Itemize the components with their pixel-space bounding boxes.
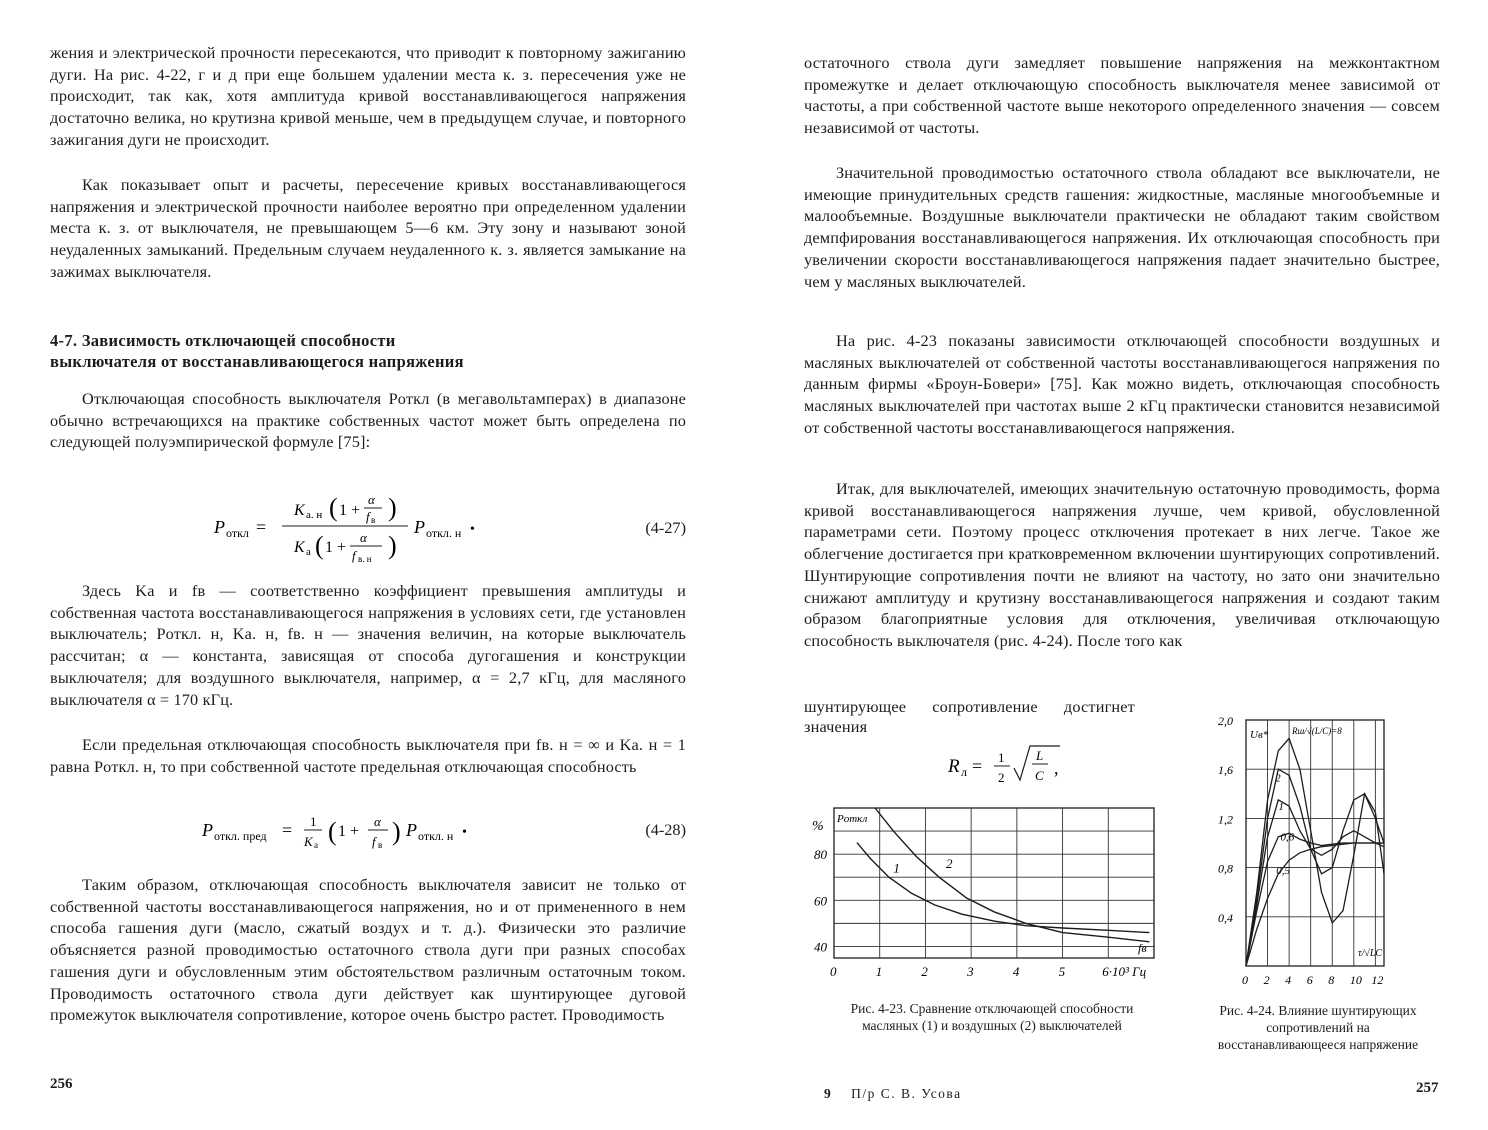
series-label: 0,6 [1280,831,1295,844]
paragraph: Здесь Kа и fв — соответственно коэффициент превышения амплитуды и собственная частота восстанавливающегося напряжения в условиях сети, где установлен выключатель; Pоткл. н, Kа. н, fв. н — значения величин, на которые выключатель рассчитан; α — константа, зависящая от способа дугогашения и конструкции выключателя; для воздушного выключателя, например, α = 2,7 кГц, для масляного выключателя α = 170 кГц. [50,581,686,709]
printer-signature [824,1086,962,1102]
y-tick-label: 0,8 [1218,861,1233,876]
series-label: 2 [946,856,953,871]
x-tick-label: 5 [1058,964,1066,979]
y-tick-label: 1,2 [1218,812,1233,827]
equation-number: (4-27) [645,518,686,537]
page-number: 256 [50,1076,73,1092]
x-tick-label: 0 [830,964,837,979]
svg-text:1 +: 1 + [339,502,361,519]
equation-number: (4-28) [645,820,686,839]
x-tick-label: 4 [1012,964,1020,979]
y-tick-label: 60 [814,893,827,909]
section-heading [50,330,686,372]
series-label: 1 [893,860,900,876]
svg-text:P: P [202,820,213,840]
svg-text:α: α [368,492,375,507]
x-tick-label: 3 [967,964,974,979]
paragraph: Отключающая способность выключателя Pоткл (в мегавольтамперах) в диапазоне обычно встречающихся на практике собственных частот может быть определена по следующей полуэмпирической формуле [75]: [50,389,686,452]
y-tick-label: 1,6 [1218,763,1233,778]
svg-text:1: 1 [310,814,317,829]
paragraph: остаточного ствола дуги замедляет повышение напряжения на межконтактном промежутке и делает отключающую способность выключателя менее зависимой от частоты, а при собственной частоте выше некоторого определенного значения — совсем независимой от частоты. [804,53,1440,138]
figure-caption: Рис. 4-24. Влияние шунтирующих сопротивлений на восстанавливающееся напряжение [1217,1003,1419,1052]
plot-frame [834,808,1154,958]
paragraph-tail: шунтирующее сопротивление достигнет [804,697,1135,716]
y-tick-label: 0,4 [1218,910,1233,925]
svg-text:а: а [306,546,311,558]
x-tick-label: 10 [1349,973,1362,987]
x-tick-label: 6·10³ Гц [1102,964,1147,979]
x-tick-label: 6 [1306,973,1313,987]
chart-fig-4-24 [1214,710,1434,990]
svg-text:): ) [388,531,397,560]
svg-text:откл. н: откл. н [426,526,462,540]
svg-text:откл. н: откл. н [418,829,454,843]
x-tick-label: 1 [875,964,883,979]
svg-text:): ) [392,817,401,846]
x-tick-label: 4 [1285,973,1292,987]
x-tick-label: 0 [1242,973,1248,987]
heading-line: выключателя от восстанавливающегося напряжения [50,352,464,371]
paragraph-tail: значения [804,717,868,736]
svg-text:R: R [948,756,960,777]
svg-text:P: P [406,820,417,840]
heading-line: 4-7. Зависимость отключающей способности [50,331,396,350]
svg-text:2: 2 [998,770,1005,785]
y-unit-label: % [812,819,824,834]
svg-text:α: α [374,814,381,829]
formula-4-27-graphic [210,486,690,566]
svg-text:(: ( [328,817,337,846]
x-tick-label: 2 [921,964,928,979]
svg-text:): ) [388,493,397,522]
svg-text:L: L [1036,748,1044,763]
x-axis-label: τ/√LC [1358,948,1383,959]
svg-text:P: P [214,517,225,537]
svg-text:K: K [304,834,313,849]
y-tick-label: 40 [814,939,827,955]
svg-text:в: в [378,840,383,850]
svg-text:•: • [462,825,467,840]
svg-text:f: f [372,834,376,849]
svg-text:K: K [294,502,305,519]
series-label: 2 [1275,772,1281,785]
svg-text:α: α [360,530,367,545]
y-tick-label: 80 [814,847,827,863]
svg-text:f: f [366,509,370,524]
svg-text:а: а [314,840,318,850]
svg-text:1 +: 1 + [325,539,347,556]
formula-resistance [944,740,1114,794]
y-tick-label: 2,0 [1218,714,1233,728]
paragraph: Итак, для выключателей, имеющих значительную остаточную проводимость, форма кривой восстанавливающегося напряжения лучше, чем кривой, обусловленной параметрами сети. Поэтому процесс отключения протекает в них легче. Такое же облегчение достигается при кратковременном включении шунтирующих сопротивлений. Шунтирующие сопротивления почти не влияют на частоту, но зато они значительно снижают амплитуду и крутизну восстанавливающегося напряжения и создают таким образом благоприятные условия для отключения, увеличивая отключающую способность выключателя (рис. 4-24). После того как [804,479,1440,650]
x-tick-label: 12 [1371,973,1384,987]
svg-text:л: л [961,765,967,779]
paragraph: Значительной проводимостью остаточного ствола обладают все выключатели, не имеющие принудительных средств гашения: жидкостные, масляные многообъемные и малообъемные. Воздушные выключатели практически не обладают таким свойством демпфирования восстанавливающегося напряжения. Их отключающая способность при увеличении скорости восстанавливающегося напряжения падает значительно быстрее, чем у масляных выключателей. [804,163,1440,291]
paragraph: Как показывает опыт и расчеты, пересечение кривых восстанавливающегося напряжения и электрической прочности наиболее вероятно при определенном удалении места к. з. от выключателя, не превышающем 5—6 км. Эту зону и называют зоной неудаленных замыканий. Предельным случаем неудаленного к. з. является замыкание на зажимах выключателя. [50,175,686,281]
x-axis-label: fв [1138,941,1147,955]
formula-4-28 [50,806,686,862]
svg-text:откл. пред: откл. пред [214,829,267,843]
formula-4-27 [50,486,686,566]
svg-text:C: C [1035,768,1044,783]
svg-text:а. н: а. н [306,509,323,521]
svg-text:•: • [470,522,475,537]
signature-number: 9 [824,1086,833,1101]
y-axis-label: Uв* [1250,729,1269,741]
x-tick-label: 8 [1328,973,1335,987]
paragraph: На рис. 4-23 показаны зависимости отключающей способности воздушных и масляных выключателей от собственной частоты восстанавливающегося напряжения по данным фирмы «Броун-Бовери» [75]. Как можно видеть, отключающая способность масляных выключателей при частотах выше 2 кГц практически становится независимой от собственной частоты восстанавливающегося напряжения. [804,331,1440,437]
signature-text: П/р С. В. Усова [851,1086,962,1101]
right-page [744,0,1488,1130]
svg-text:в. н: в. н [358,554,372,564]
series-line-1 [857,843,1150,933]
svg-text:=: = [282,820,293,840]
series-label: 0,5 [1276,864,1290,877]
svg-text:(: ( [329,493,338,522]
svg-text:f: f [352,548,356,563]
svg-text:,: , [1054,758,1059,778]
paragraph: Если предельная отключающая способность выключателя при fв. н = ∞ и Kа. н = 1 равна Pоткл. н, то при собственной частоте предельная отключающая способность [50,735,686,776]
chart-fig-4-23 [804,800,1184,990]
svg-text:=: = [972,756,983,776]
svg-text:1 +: 1 + [338,823,360,840]
legend-label: Rш/√(L/C)=8 [1292,726,1342,736]
paragraph: жения и электрической прочности пересекаются, что приводит к повторному зажиганию дуги. На рис. 4-22, г и д при еще большем удалении места к. з. пересечения уже не происходит, так как, хотя амплитуда кривой восстанавливающегося напряжения достаточно велика, но крутизна кривой меньше, чем в предыдущем случае, и повторного зажигания дуги не происходит. [50,43,686,149]
x-tick-label: 2 [1263,973,1270,987]
paragraph: Таким образом, отключающая способность выключателя зависит не только от собственной частоты восстанавливающегося напряжения, но и от примененного в нем способа гашения дуги (масло, сжатый воздух и т. д.). Физически это различие объясняется разной проводимостью остаточного ствола дуги при разных способах гашения дуги и обусловленным этим обстоятельством различным остаточным током. Проводимость остаточного ствола дуги действует как шунтирующее дуговой промежуток выключателя сопротивление, которое очень быстро растет. Проводимость [50,875,686,1025]
svg-text:откл: откл [226,526,249,540]
svg-text:в: в [371,515,376,525]
svg-text:=: = [256,517,267,537]
series-label: 1 [1278,800,1284,813]
page-number: 257 [1416,1080,1439,1096]
svg-text:K: K [294,539,305,556]
svg-text:(: ( [315,531,324,560]
svg-text:P: P [414,517,425,537]
y-axis-label: Pоткл [837,813,868,825]
svg-text:1: 1 [998,750,1005,765]
figure-caption: Рис. 4-23. Сравнение отключающей способности масляных (1) и воздушных (2) выключателей [850,1001,1134,1033]
formula-4-28-graphic [198,806,698,862]
